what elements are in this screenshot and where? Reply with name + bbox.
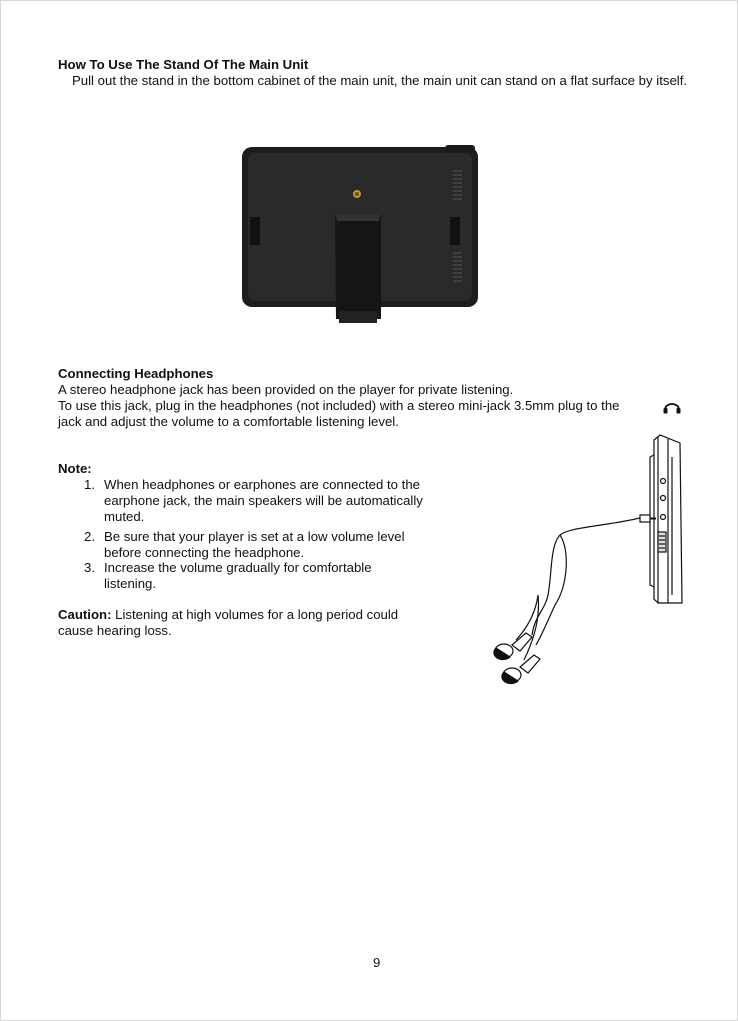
- note-item-3-line-2: listening.: [104, 576, 157, 591]
- note-item-2-line-1: Be sure that your player is set at a low volume level: [104, 529, 405, 544]
- headphone-icon: [663, 399, 681, 414]
- caution-line-2: cause hearing loss.: [58, 623, 172, 638]
- device-back-illustration: [240, 143, 480, 328]
- caution-label: Caution:: [58, 607, 112, 622]
- note-item-1-line-3: muted.: [104, 509, 145, 524]
- note-item-1-line-2: earphone jack, the main speakers will be automatically: [104, 493, 423, 508]
- caution-line-1: [58, 607, 398, 623]
- earbud-left: [494, 644, 513, 660]
- note-item-number: 3.: [84, 560, 95, 575]
- note-item-3-line-1: Increase the volume gradually for comfortable: [104, 560, 372, 575]
- note-item-2-line-2: before connecting the headphone.: [104, 545, 305, 560]
- note-item-number: 1.: [84, 477, 95, 492]
- caution-text: Listening at high volumes for a long period could: [115, 607, 399, 622]
- headphones-line-2: To use this jack, plug in the headphones (not included) with a stereo mini-jack 3.5mm plug to the: [58, 398, 620, 413]
- note-label: Note:: [58, 461, 92, 476]
- note-item-number: 2.: [84, 529, 95, 544]
- earphone-connection-illustration: [490, 435, 690, 693]
- earbud-right: [502, 668, 521, 684]
- stand-heading: How To Use The Stand Of The Main Unit: [58, 57, 309, 72]
- headphones-heading: Connecting Headphones: [58, 366, 214, 381]
- page-number: 9: [373, 955, 381, 970]
- note-item-1-line-1: When headphones or earphones are connected to the: [104, 477, 420, 492]
- stand-body: Pull out the stand in the bottom cabinet of the main unit, the main unit can stand on a flat surface by itself.: [72, 73, 688, 88]
- headphones-line-3: jack and adjust the volume to a comfortable listening level.: [58, 414, 399, 429]
- headphones-line-1: A stereo headphone jack has been provided on the player for private listening.: [58, 382, 514, 397]
